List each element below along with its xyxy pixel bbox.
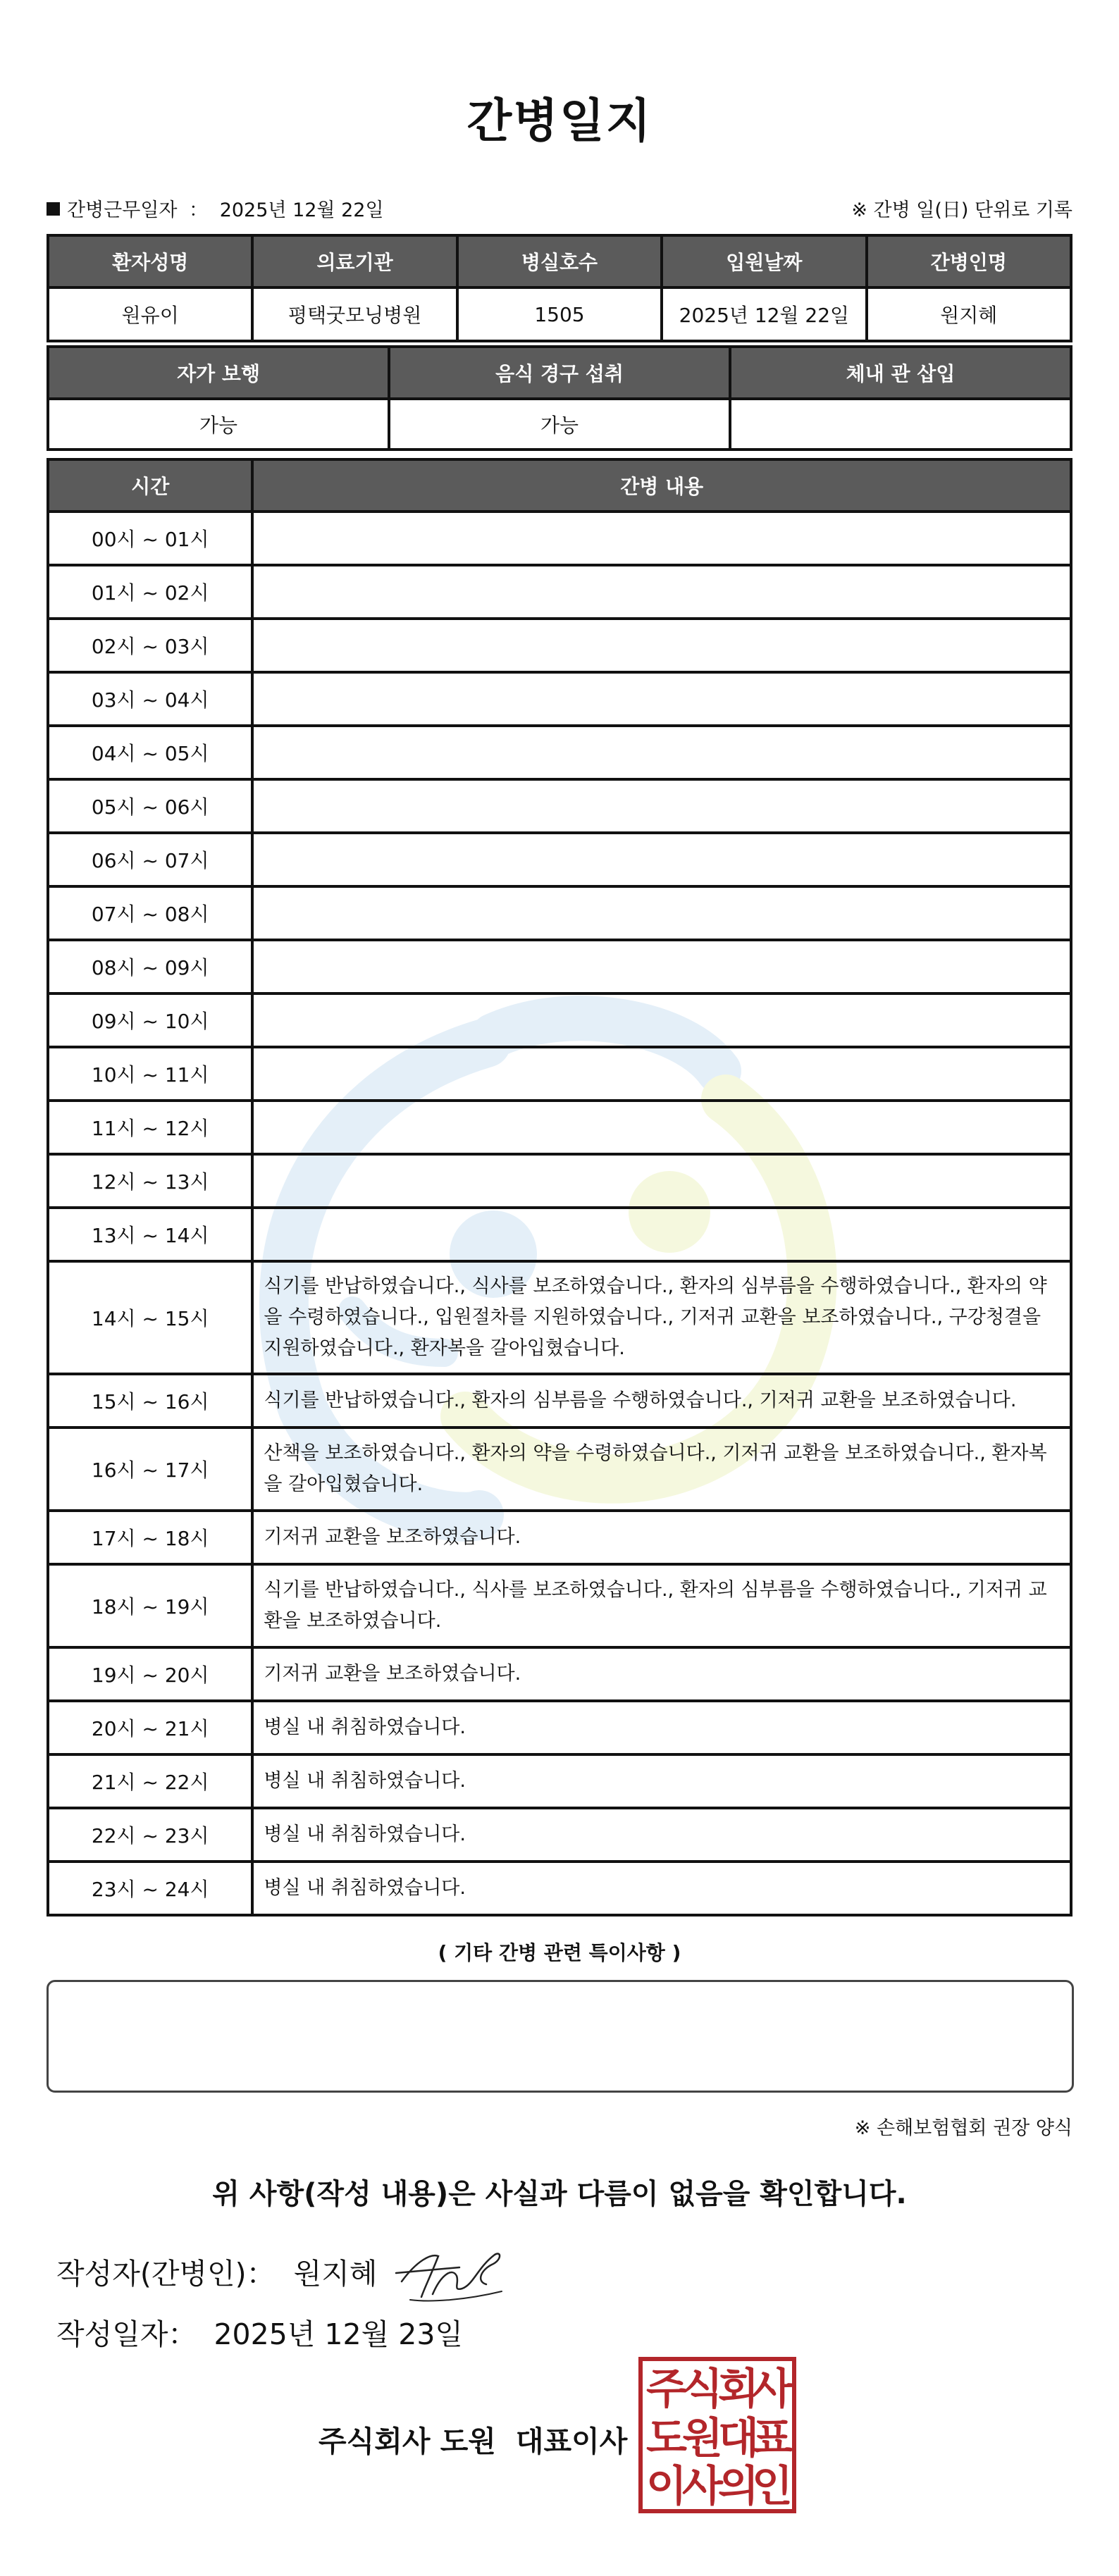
row-content — [252, 993, 1071, 1047]
row-content: 기저귀 교환을 보조하였습니다. — [252, 1511, 1071, 1564]
table-row — [48, 1428, 1071, 1511]
row-time: 00시 ~ 01시 — [48, 512, 252, 565]
table-row — [48, 1564, 1071, 1647]
table-row — [48, 1261, 1071, 1374]
square-bullet-icon — [47, 202, 60, 216]
row-time: 07시 ~ 08시 — [48, 886, 252, 940]
svg-text:사: 사 — [752, 2365, 793, 2414]
row-time: 02시 ~ 03시 — [48, 619, 252, 672]
header-time: 시간 — [48, 459, 252, 512]
hospital-name: 평택굿모닝병원 — [252, 287, 457, 341]
row-content: 산책을 보조하였습니다., 환자의 약을 수령하였습니다., 기저귀 교환을 보조하였습니다., 환자복을 갈아입혔습니다. — [252, 1428, 1071, 1511]
table-row — [48, 512, 1071, 565]
row-time: 05시 ~ 06시 — [48, 779, 252, 833]
patient-info-table — [47, 234, 1072, 342]
table-row — [48, 886, 1071, 940]
row-time: 10시 ~ 11시 — [48, 1047, 252, 1101]
row-content — [252, 779, 1071, 833]
header-care-content: 간병 내용 — [252, 459, 1071, 512]
svg-text:도: 도 — [646, 2414, 687, 2463]
table-row — [48, 1208, 1071, 1261]
table-row — [48, 1862, 1071, 1915]
care-log-table — [47, 458, 1072, 1916]
row-time: 20시 ~ 21시 — [48, 1701, 252, 1754]
row-content — [252, 940, 1071, 993]
row-time: 03시 ~ 04시 — [48, 672, 252, 726]
special-notes-box — [47, 1980, 1074, 2093]
row-time: 12시 ~ 13시 — [48, 1154, 252, 1208]
table-row — [48, 1808, 1071, 1862]
table-row — [48, 1154, 1071, 1208]
row-time: 11시 ~ 12시 — [48, 1101, 252, 1154]
header-self-walking: 자가 보행 — [48, 347, 389, 399]
row-content: 식기를 반납하였습니다., 식사를 보조하였습니다., 환자의 심부름을 수행하였습니다., 환자의 약을 수령하였습니다., 입원절차를 지원하였습니다., 기저귀 교환을 보조하였습니다., 구강청결을 지원하였습니다., 환자복을 갈아입혔습니다. — [252, 1261, 1071, 1374]
table-row — [48, 565, 1071, 619]
row-content — [252, 619, 1071, 672]
company-name: 주식회사 도원 — [319, 2425, 496, 2458]
row-content: 식기를 반납하였습니다., 환자의 심부름을 수행하였습니다., 기저귀 교환을 보조하였습니다. — [252, 1374, 1071, 1428]
table-row — [48, 726, 1071, 779]
self-walking-value: 가능 — [48, 399, 389, 450]
row-content: 기저귀 교환을 보조하였습니다. — [252, 1647, 1071, 1701]
row-time: 21시 ~ 22시 — [48, 1754, 252, 1808]
company-seal-icon — [638, 2357, 796, 2513]
row-content — [252, 1047, 1071, 1101]
written-date-label: 작성일자： — [56, 2317, 197, 2351]
row-time: 06시 ~ 07시 — [48, 833, 252, 886]
header-tube-insertion: 체내 관 삽입 — [730, 347, 1071, 399]
svg-text:대: 대 — [718, 2414, 759, 2463]
table-row — [48, 1101, 1071, 1154]
row-time: 09시 ~ 10시 — [48, 993, 252, 1047]
svg-text:원: 원 — [682, 2414, 723, 2463]
row-time: 08시 ~ 09시 — [48, 940, 252, 993]
row-content — [252, 1154, 1071, 1208]
row-content: 병실 내 취침하였습니다. — [252, 1754, 1071, 1808]
admission-date: 2025년 12월 22일 — [662, 287, 866, 341]
table-row — [48, 1647, 1071, 1701]
row-content: 병실 내 취침하였습니다. — [252, 1701, 1071, 1754]
svg-text:사: 사 — [682, 2462, 723, 2511]
table-row — [48, 1701, 1071, 1754]
svg-text:식: 식 — [682, 2365, 723, 2414]
table-row — [48, 833, 1071, 886]
svg-text:주: 주 — [646, 2365, 687, 2414]
row-time: 01시 ~ 02시 — [48, 565, 252, 619]
document-title: 간병일지 — [466, 94, 653, 148]
header-oral-intake: 음식 경구 섭취 — [389, 347, 730, 399]
svg-text:회: 회 — [718, 2365, 759, 2414]
svg-text:표: 표 — [752, 2414, 793, 2463]
work-date-line — [47, 194, 384, 222]
row-time: 22시 ~ 23시 — [48, 1808, 252, 1862]
signature-icon — [389, 2232, 509, 2310]
special-notes-content — [49, 1982, 1072, 2005]
table-row — [48, 1754, 1071, 1808]
company-signature-line — [319, 2418, 627, 2460]
row-content: 병실 내 취침하였습니다. — [252, 1808, 1071, 1862]
table-row — [48, 993, 1071, 1047]
company-title: 대표이사 — [515, 2425, 628, 2458]
row-time: 19시 ~ 20시 — [48, 1647, 252, 1701]
row-time: 04시 ~ 05시 — [48, 726, 252, 779]
table-row — [48, 779, 1071, 833]
row-time: 17시 ~ 18시 — [48, 1511, 252, 1564]
row-time: 16시 ~ 17시 — [48, 1428, 252, 1511]
header-caregiver-name: 간병인명 — [867, 235, 1071, 287]
table-row — [48, 672, 1071, 726]
table-row — [48, 1374, 1071, 1428]
row-time: 18시 ~ 19시 — [48, 1564, 252, 1647]
table-row — [48, 1511, 1071, 1564]
written-date-line — [56, 2311, 463, 2353]
header-patient-name: 환자성명 — [48, 235, 252, 287]
svg-text:이: 이 — [646, 2462, 687, 2511]
header-hospital: 의료기관 — [252, 235, 457, 287]
row-content: 병실 내 취침하였습니다. — [252, 1862, 1071, 1915]
caregiver-name: 원지혜 — [867, 287, 1071, 341]
row-content — [252, 672, 1071, 726]
header-room-number: 병실호수 — [457, 235, 662, 287]
writer-line — [56, 2250, 377, 2292]
oral-intake-value: 가능 — [389, 399, 730, 450]
confirmation-statement: 위 사항(작성 내용)은 사실과 다름이 없음을 확인합니다. — [212, 2178, 907, 2210]
row-time: 23시 ~ 24시 — [48, 1862, 252, 1915]
table-row — [48, 1047, 1071, 1101]
unit-note: ※ 간병 일(日) 단위로 기록 — [851, 199, 1072, 221]
patient-name: 원유이 — [48, 287, 252, 341]
work-date-separator: ： — [189, 199, 209, 221]
row-content — [252, 886, 1071, 940]
patient-status-table — [47, 345, 1072, 451]
writer-name: 원지혜 — [293, 2257, 378, 2291]
row-content — [252, 726, 1071, 779]
row-time: 14시 ~ 15시 — [48, 1261, 252, 1374]
svg-text:인: 인 — [752, 2462, 793, 2511]
tube-insertion-value — [730, 399, 1071, 450]
svg-text:의: 의 — [718, 2462, 759, 2511]
room-number: 1505 — [457, 287, 662, 341]
table-row — [48, 940, 1071, 993]
row-content — [252, 833, 1071, 886]
table-row — [48, 619, 1071, 672]
row-content: 식기를 반납하였습니다., 식사를 보조하였습니다., 환자의 심부름을 수행하였습니다., 기저귀 교환을 보조하였습니다. — [252, 1564, 1071, 1647]
row-content — [252, 512, 1071, 565]
work-date-value: 2025년 12월 22일 — [219, 199, 384, 221]
row-content — [252, 1208, 1071, 1261]
work-date-label: 간병근무일자 — [67, 199, 178, 221]
association-note: ※ 손해보험협회 권장 양식 — [854, 2117, 1072, 2139]
header-admission-date: 입원날짜 — [662, 235, 866, 287]
row-time: 15시 ~ 16시 — [48, 1374, 252, 1428]
row-content — [252, 565, 1071, 619]
row-time: 13시 ~ 14시 — [48, 1208, 252, 1261]
written-date-value: 2025년 12월 23일 — [214, 2317, 464, 2351]
special-notes-title: ( 기타 간병 관련 특이사항 ) — [438, 1941, 681, 1964]
row-content — [252, 1101, 1071, 1154]
writer-label: 작성자(간병인)： — [56, 2257, 276, 2291]
